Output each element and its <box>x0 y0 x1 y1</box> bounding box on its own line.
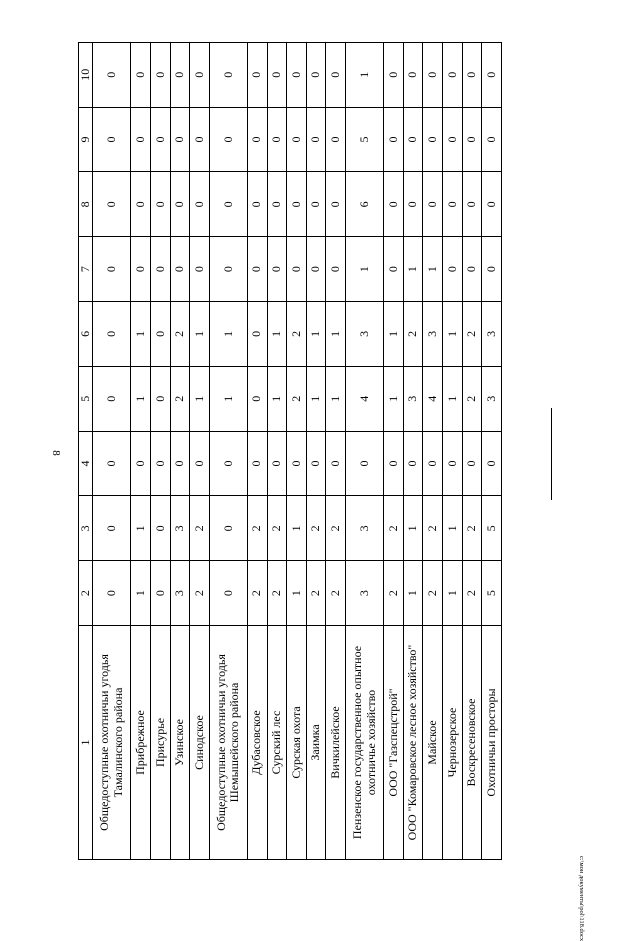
value-cell: 1 <box>384 366 404 431</box>
value-cell: 0 <box>462 431 482 496</box>
value-cell: 2 <box>306 561 326 626</box>
value-cell: 0 <box>209 42 247 107</box>
table-header-row <box>79 42 93 859</box>
value-cell: 2 <box>423 561 443 626</box>
value-cell: 1 <box>384 302 404 367</box>
value-cell: 0 <box>151 107 171 172</box>
value-cell: 0 <box>287 107 307 172</box>
value-cell: 0 <box>403 107 423 172</box>
value-cell: 3 <box>346 561 384 626</box>
value-cell: 2 <box>287 366 307 431</box>
value-cell: 0 <box>442 172 462 237</box>
page-number: 8 <box>50 450 62 456</box>
table-row <box>209 42 247 859</box>
value-cell: 2 <box>423 496 443 561</box>
value-cell: 0 <box>326 107 346 172</box>
value-cell: 0 <box>151 366 171 431</box>
column-header-1: 1 <box>79 626 93 860</box>
value-cell: 2 <box>287 302 307 367</box>
table-row <box>267 42 287 859</box>
value-cell: 0 <box>267 431 287 496</box>
value-cell: 4 <box>346 366 384 431</box>
value-cell: 0 <box>190 431 210 496</box>
value-cell: 0 <box>287 172 307 237</box>
value-cell: 2 <box>190 496 210 561</box>
value-cell: 1 <box>306 366 326 431</box>
value-cell: 0 <box>442 431 462 496</box>
row-name-cell: Заимка <box>306 626 326 860</box>
value-cell: 2 <box>403 302 423 367</box>
value-cell: 1 <box>209 366 247 431</box>
column-header-8: 8 <box>79 172 93 237</box>
value-cell: 2 <box>462 561 482 626</box>
value-cell: 1 <box>209 302 247 367</box>
row-name-cell: Вичкилейское <box>326 626 346 860</box>
row-name-cell: Прибрежное <box>131 626 151 860</box>
value-cell: 1 <box>287 561 307 626</box>
value-cell: 3 <box>346 302 384 367</box>
column-header-9: 9 <box>79 107 93 172</box>
row-name-cell: Узинское <box>170 626 190 860</box>
row-name-cell: ООО "Комаровское лесное хозяйство" <box>403 626 423 860</box>
value-cell: 0 <box>131 172 151 237</box>
value-cell: 0 <box>326 431 346 496</box>
value-cell: 0 <box>423 107 443 172</box>
value-cell: 1 <box>346 237 384 302</box>
value-cell: 0 <box>306 42 326 107</box>
table-row <box>482 42 502 859</box>
value-cell: 1 <box>423 237 443 302</box>
value-cell: 0 <box>462 42 482 107</box>
value-cell: 1 <box>442 561 462 626</box>
value-cell: 0 <box>423 172 443 237</box>
table-row <box>423 42 443 859</box>
value-cell: 1 <box>131 561 151 626</box>
value-cell: 0 <box>247 302 267 367</box>
value-cell: 0 <box>462 172 482 237</box>
value-cell: 1 <box>403 237 423 302</box>
value-cell: 0 <box>170 237 190 302</box>
value-cell: 4 <box>423 366 443 431</box>
value-cell: 0 <box>190 237 210 302</box>
value-cell: 0 <box>247 172 267 237</box>
value-cell: 5 <box>482 561 502 626</box>
value-cell: 0 <box>93 42 131 107</box>
row-name-cell: Охотничьи просторы <box>482 626 502 860</box>
column-header-6: 6 <box>79 302 93 367</box>
table-row <box>287 42 307 859</box>
value-cell: 0 <box>93 366 131 431</box>
value-cell: 0 <box>151 496 171 561</box>
value-cell: 0 <box>482 431 502 496</box>
value-cell: 0 <box>306 431 326 496</box>
value-cell: 0 <box>462 237 482 302</box>
value-cell: 0 <box>131 42 151 107</box>
value-cell: 1 <box>442 496 462 561</box>
value-cell: 5 <box>346 107 384 172</box>
value-cell: 0 <box>209 172 247 237</box>
value-cell: 1 <box>326 302 346 367</box>
value-cell: 0 <box>403 42 423 107</box>
value-cell: 0 <box>346 431 384 496</box>
value-cell: 0 <box>151 302 171 367</box>
table-row <box>442 42 462 859</box>
value-cell: 3 <box>482 302 502 367</box>
value-cell: 1 <box>403 496 423 561</box>
column-header-3: 3 <box>79 496 93 561</box>
value-cell: 0 <box>306 237 326 302</box>
value-cell: 0 <box>306 107 326 172</box>
table-row <box>462 42 482 859</box>
value-cell: 0 <box>190 107 210 172</box>
column-header-5: 5 <box>79 366 93 431</box>
table-row <box>384 42 404 859</box>
value-cell: 0 <box>170 107 190 172</box>
value-cell: 2 <box>462 302 482 367</box>
value-cell: 1 <box>131 302 151 367</box>
value-cell: 1 <box>190 366 210 431</box>
value-cell: 0 <box>384 431 404 496</box>
value-cell: 1 <box>267 302 287 367</box>
value-cell: 0 <box>442 237 462 302</box>
value-cell: 0 <box>247 42 267 107</box>
value-cell: 0 <box>482 42 502 107</box>
value-cell: 3 <box>170 561 190 626</box>
value-cell: 0 <box>151 42 171 107</box>
value-cell: 0 <box>384 237 404 302</box>
value-cell: 1 <box>442 366 462 431</box>
value-cell: 0 <box>267 237 287 302</box>
value-cell: 3 <box>403 366 423 431</box>
value-cell: 2 <box>267 496 287 561</box>
value-cell: 0 <box>93 496 131 561</box>
value-cell: 0 <box>93 431 131 496</box>
value-cell: 0 <box>151 172 171 237</box>
value-cell: 0 <box>247 237 267 302</box>
value-cell: 0 <box>384 42 404 107</box>
value-cell: 2 <box>462 366 482 431</box>
value-cell: 6 <box>346 172 384 237</box>
value-cell: 0 <box>93 561 131 626</box>
value-cell: 0 <box>287 42 307 107</box>
column-header-10: 10 <box>79 42 93 107</box>
column-header-4: 4 <box>79 431 93 496</box>
column-header-2: 2 <box>79 561 93 626</box>
footer-file-path: c:\мои документы\pol\118.docx <box>578 856 585 941</box>
row-name-cell: Присурье <box>151 626 171 860</box>
value-cell: 2 <box>170 302 190 367</box>
value-cell: 1 <box>287 496 307 561</box>
value-cell: 1 <box>403 561 423 626</box>
row-name-cell: Сурский лес <box>267 626 287 860</box>
table-body <box>93 42 502 859</box>
signature-line <box>551 408 552 500</box>
value-cell: 0 <box>482 107 502 172</box>
row-name-cell: Общедоступные охотничьи угодья Тамалинского района <box>93 626 131 860</box>
value-cell: 0 <box>326 172 346 237</box>
table-row <box>247 42 267 859</box>
row-name-cell: Чернозерское <box>442 626 462 860</box>
row-name-cell: Майское <box>423 626 443 860</box>
table-row <box>190 42 210 859</box>
value-cell: 0 <box>326 237 346 302</box>
row-name-cell: Воскресеновское <box>462 626 482 860</box>
value-cell: 0 <box>462 107 482 172</box>
value-cell: 0 <box>423 431 443 496</box>
value-cell: 0 <box>247 366 267 431</box>
value-cell: 0 <box>384 172 404 237</box>
value-cell: 0 <box>93 302 131 367</box>
table-row <box>326 42 346 859</box>
column-header-7: 7 <box>79 237 93 302</box>
value-cell: 0 <box>93 237 131 302</box>
value-cell: 0 <box>190 172 210 237</box>
row-name-cell: Пензенское государственное опытное охотничье хозяйство <box>346 626 384 860</box>
value-cell: 2 <box>384 561 404 626</box>
value-cell: 1 <box>190 302 210 367</box>
value-cell: 0 <box>442 107 462 172</box>
value-cell: 0 <box>403 172 423 237</box>
value-cell: 2 <box>267 561 287 626</box>
value-cell: 2 <box>170 366 190 431</box>
rotated-table-container <box>78 42 502 860</box>
value-cell: 0 <box>423 42 443 107</box>
row-name-cell: Сурская охота <box>287 626 307 860</box>
value-cell: 0 <box>384 107 404 172</box>
value-cell: 1 <box>442 302 462 367</box>
value-cell: 0 <box>306 172 326 237</box>
value-cell: 0 <box>482 237 502 302</box>
value-cell: 0 <box>93 172 131 237</box>
value-cell: 0 <box>190 42 210 107</box>
table-row <box>170 42 190 859</box>
value-cell: 1 <box>346 42 384 107</box>
value-cell: 0 <box>93 107 131 172</box>
value-cell: 2 <box>326 561 346 626</box>
value-cell: 2 <box>247 496 267 561</box>
value-cell: 3 <box>170 496 190 561</box>
value-cell: 0 <box>403 431 423 496</box>
row-name-cell: Дубасовское <box>247 626 267 860</box>
table-row <box>131 42 151 859</box>
value-cell: 0 <box>209 561 247 626</box>
value-cell: 2 <box>326 496 346 561</box>
table-row <box>346 42 384 859</box>
value-cell: 0 <box>209 431 247 496</box>
value-cell: 2 <box>247 561 267 626</box>
value-cell: 0 <box>131 237 151 302</box>
value-cell: 3 <box>423 302 443 367</box>
value-cell: 2 <box>462 496 482 561</box>
value-cell: 2 <box>190 561 210 626</box>
value-cell: 0 <box>170 172 190 237</box>
value-cell: 0 <box>287 237 307 302</box>
value-cell: 0 <box>326 42 346 107</box>
value-cell: 0 <box>442 42 462 107</box>
value-cell: 0 <box>131 431 151 496</box>
value-cell: 0 <box>151 431 171 496</box>
row-name-cell: Синодское <box>190 626 210 860</box>
value-cell: 0 <box>287 431 307 496</box>
value-cell: 0 <box>209 107 247 172</box>
value-cell: 0 <box>170 431 190 496</box>
value-cell: 0 <box>267 42 287 107</box>
value-cell: 1 <box>131 496 151 561</box>
value-cell: 0 <box>482 172 502 237</box>
value-cell: 1 <box>326 366 346 431</box>
value-cell: 0 <box>170 42 190 107</box>
value-cell: 1 <box>131 366 151 431</box>
value-cell: 0 <box>151 237 171 302</box>
table-row <box>403 42 423 859</box>
table-row <box>93 42 131 859</box>
value-cell: 0 <box>209 496 247 561</box>
value-cell: 0 <box>267 107 287 172</box>
value-cell: 3 <box>482 366 502 431</box>
value-cell: 0 <box>247 107 267 172</box>
value-cell: 0 <box>209 237 247 302</box>
row-name-cell: ООО "Газспецстрой" <box>384 626 404 860</box>
value-cell: 2 <box>384 496 404 561</box>
value-cell: 0 <box>131 107 151 172</box>
value-cell: 2 <box>306 496 326 561</box>
value-cell: 0 <box>151 561 171 626</box>
row-name-cell: Общедоступные охотничьи угодья Шемышейского района <box>209 626 247 860</box>
value-cell: 1 <box>306 302 326 367</box>
table-row <box>151 42 171 859</box>
value-cell: 3 <box>346 496 384 561</box>
value-cell: 0 <box>247 431 267 496</box>
value-cell: 5 <box>482 496 502 561</box>
value-cell: 0 <box>267 172 287 237</box>
value-cell: 1 <box>267 366 287 431</box>
table-row <box>306 42 326 859</box>
hunting-grounds-table <box>78 42 502 860</box>
